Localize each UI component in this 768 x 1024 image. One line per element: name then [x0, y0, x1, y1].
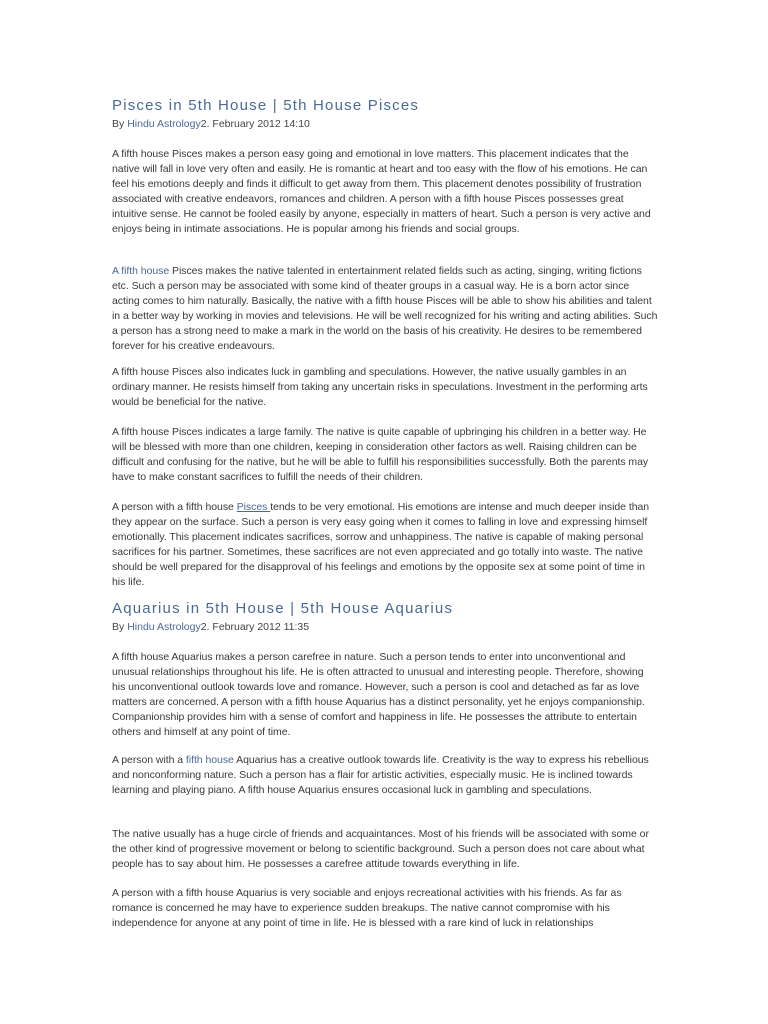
author-link[interactable]: Hindu Astrology: [127, 621, 201, 633]
paragraph-text: tends to be very emotional. His emotions are intense and much deeper inside than they appear on the surface. Such a person is very easy going when it comes to falling in love and expressing himself emotionally. This placement indicates sacrifices, sorrow and unhappiness. The native is capable of making personal sacrifices for his partner. Sometimes, these sacrifices are not even appreciated and go totally into waste. The native should be well prepared for the disapproval of his feelings and emotions by the opposite sex at some point of time in his life.: [112, 501, 650, 588]
byline: [112, 620, 658, 634]
paragraph: [112, 500, 658, 590]
paragraph-text: Aquarius has a creative outlook towards life. Creativity is the way to express his rebellious and nonconforming nature. Such a person has a flair for artistic activities, especially music. He is inclined towards learning and playing piano. A fifth house Aquarius ensures occasional luck in gambling and speculations.: [112, 754, 649, 796]
paragraph-text: Pisces makes the native talented in entertainment related fields such as acting, singing, writing fictions etc. Such a person may be associated with some kind of theater groups in a casual way. He is a born actor since acting comes to him naturally. Basically, the native with a fifth house Pisces will be able to show his abilities and talent in a better way by working in movies and televisions. He will be well recognized for his writing and acting abilities. Such a person has a strong need to make a mark in the world on the basis of his creativity. He desires to be remembered forever for his creative endeavours.: [112, 265, 658, 352]
byline-prefix: By: [112, 621, 125, 633]
article-title: Pisces in 5th House | 5th House Pisces: [112, 97, 420, 114]
paragraph: The native usually has a huge circle of friends and acquaintances. Most of his friends will be associated with some or the other kind of progressive movement or belong to scientific background. Such a person does not care about what people has to say about him. He possesses a carefree attitude towards everything in life.: [112, 828, 649, 870]
article-title: Aquarius in 5th House | 5th House Aquarius: [112, 600, 454, 617]
paragraph: A fifth house Aquarius makes a person carefree in nature. Such a person tends to enter into unconventional and unusual relationships throughout his life. He is often attracted to unusual and interesting people. Therefore, showing his unconventional outlook towards love and romance. However, such a person is cool and detached as far as love matters are concerned. A person with a fifth house Aquarius has a distinct personality, yet he enjoys companionship. Companionship provides him with a sense of comfort and happiness in life. He possesses the attribute to entertain others and himself at any point of time.: [112, 651, 645, 738]
article-aquarius: [112, 600, 658, 929]
paragraph: [112, 753, 658, 798]
paragraph: A fifth house Pisces also indicates luck in gambling and speculations. However, the native usually gambles in an ordinary manner. He resists himself from taking any uncertain risks in speculations. Investment in the performing arts would be beneficial for the native.: [112, 366, 648, 408]
paragraph: [112, 264, 658, 354]
author-link[interactable]: Hindu Astrology: [127, 118, 201, 130]
post-date: 2. February 2012 11:35: [200, 621, 310, 633]
paragraph: A fifth house Pisces makes a person easy going and emotional in love matters. This placement indicates that the native will fall in love very often and easily. He is romantic at heart and too easy with the flow of his emotions. He can feel his emotions deeply and finds it difficult to get away from them. This placement denotes possibility of frustration associated with creative endeavors, romances and children. A person with a fifth house Pisces possesses great intuitive sense. He cannot be fooled easily by anyone, especially in matters of heart. Such a person is very active and enjoys being in intimate associations. He is popular among his friends and social groups.: [112, 148, 651, 235]
paragraph: A person with a fifth house Aquarius is very sociable and enjoys recreational activities with his friends. As far as romance is concerned he may have to experience sudden breakups. The native cannot compromise with his independence for anyone at any point of time in life. He is blessed with a rare kind of luck in relationships: [112, 887, 622, 929]
pisces-link[interactable]: Pisces: [236, 501, 271, 513]
paragraph-text: A person with a: [112, 754, 186, 766]
byline: [112, 117, 658, 131]
fifth-house-link[interactable]: fifth house: [185, 754, 234, 766]
fifth-house-link[interactable]: A fifth house: [112, 265, 170, 277]
paragraph: A fifth house Pisces indicates a large family. The native is quite capable of upbringing his children in a better way. He will be blessed with more than one children, keeping in consideration other factors as well. Raising children can be difficult and confusing for the native, but he will be able to fulfill his responsibilities successfully. Both the parents may have to make constant sacrifices to fulfill the needs of their children.: [112, 426, 649, 483]
post-date: 2. February 2012 14:10: [200, 118, 310, 130]
paragraph-text: A person with a fifth house: [112, 501, 237, 513]
byline-prefix: By: [112, 118, 125, 130]
article-pisces: [112, 97, 658, 588]
